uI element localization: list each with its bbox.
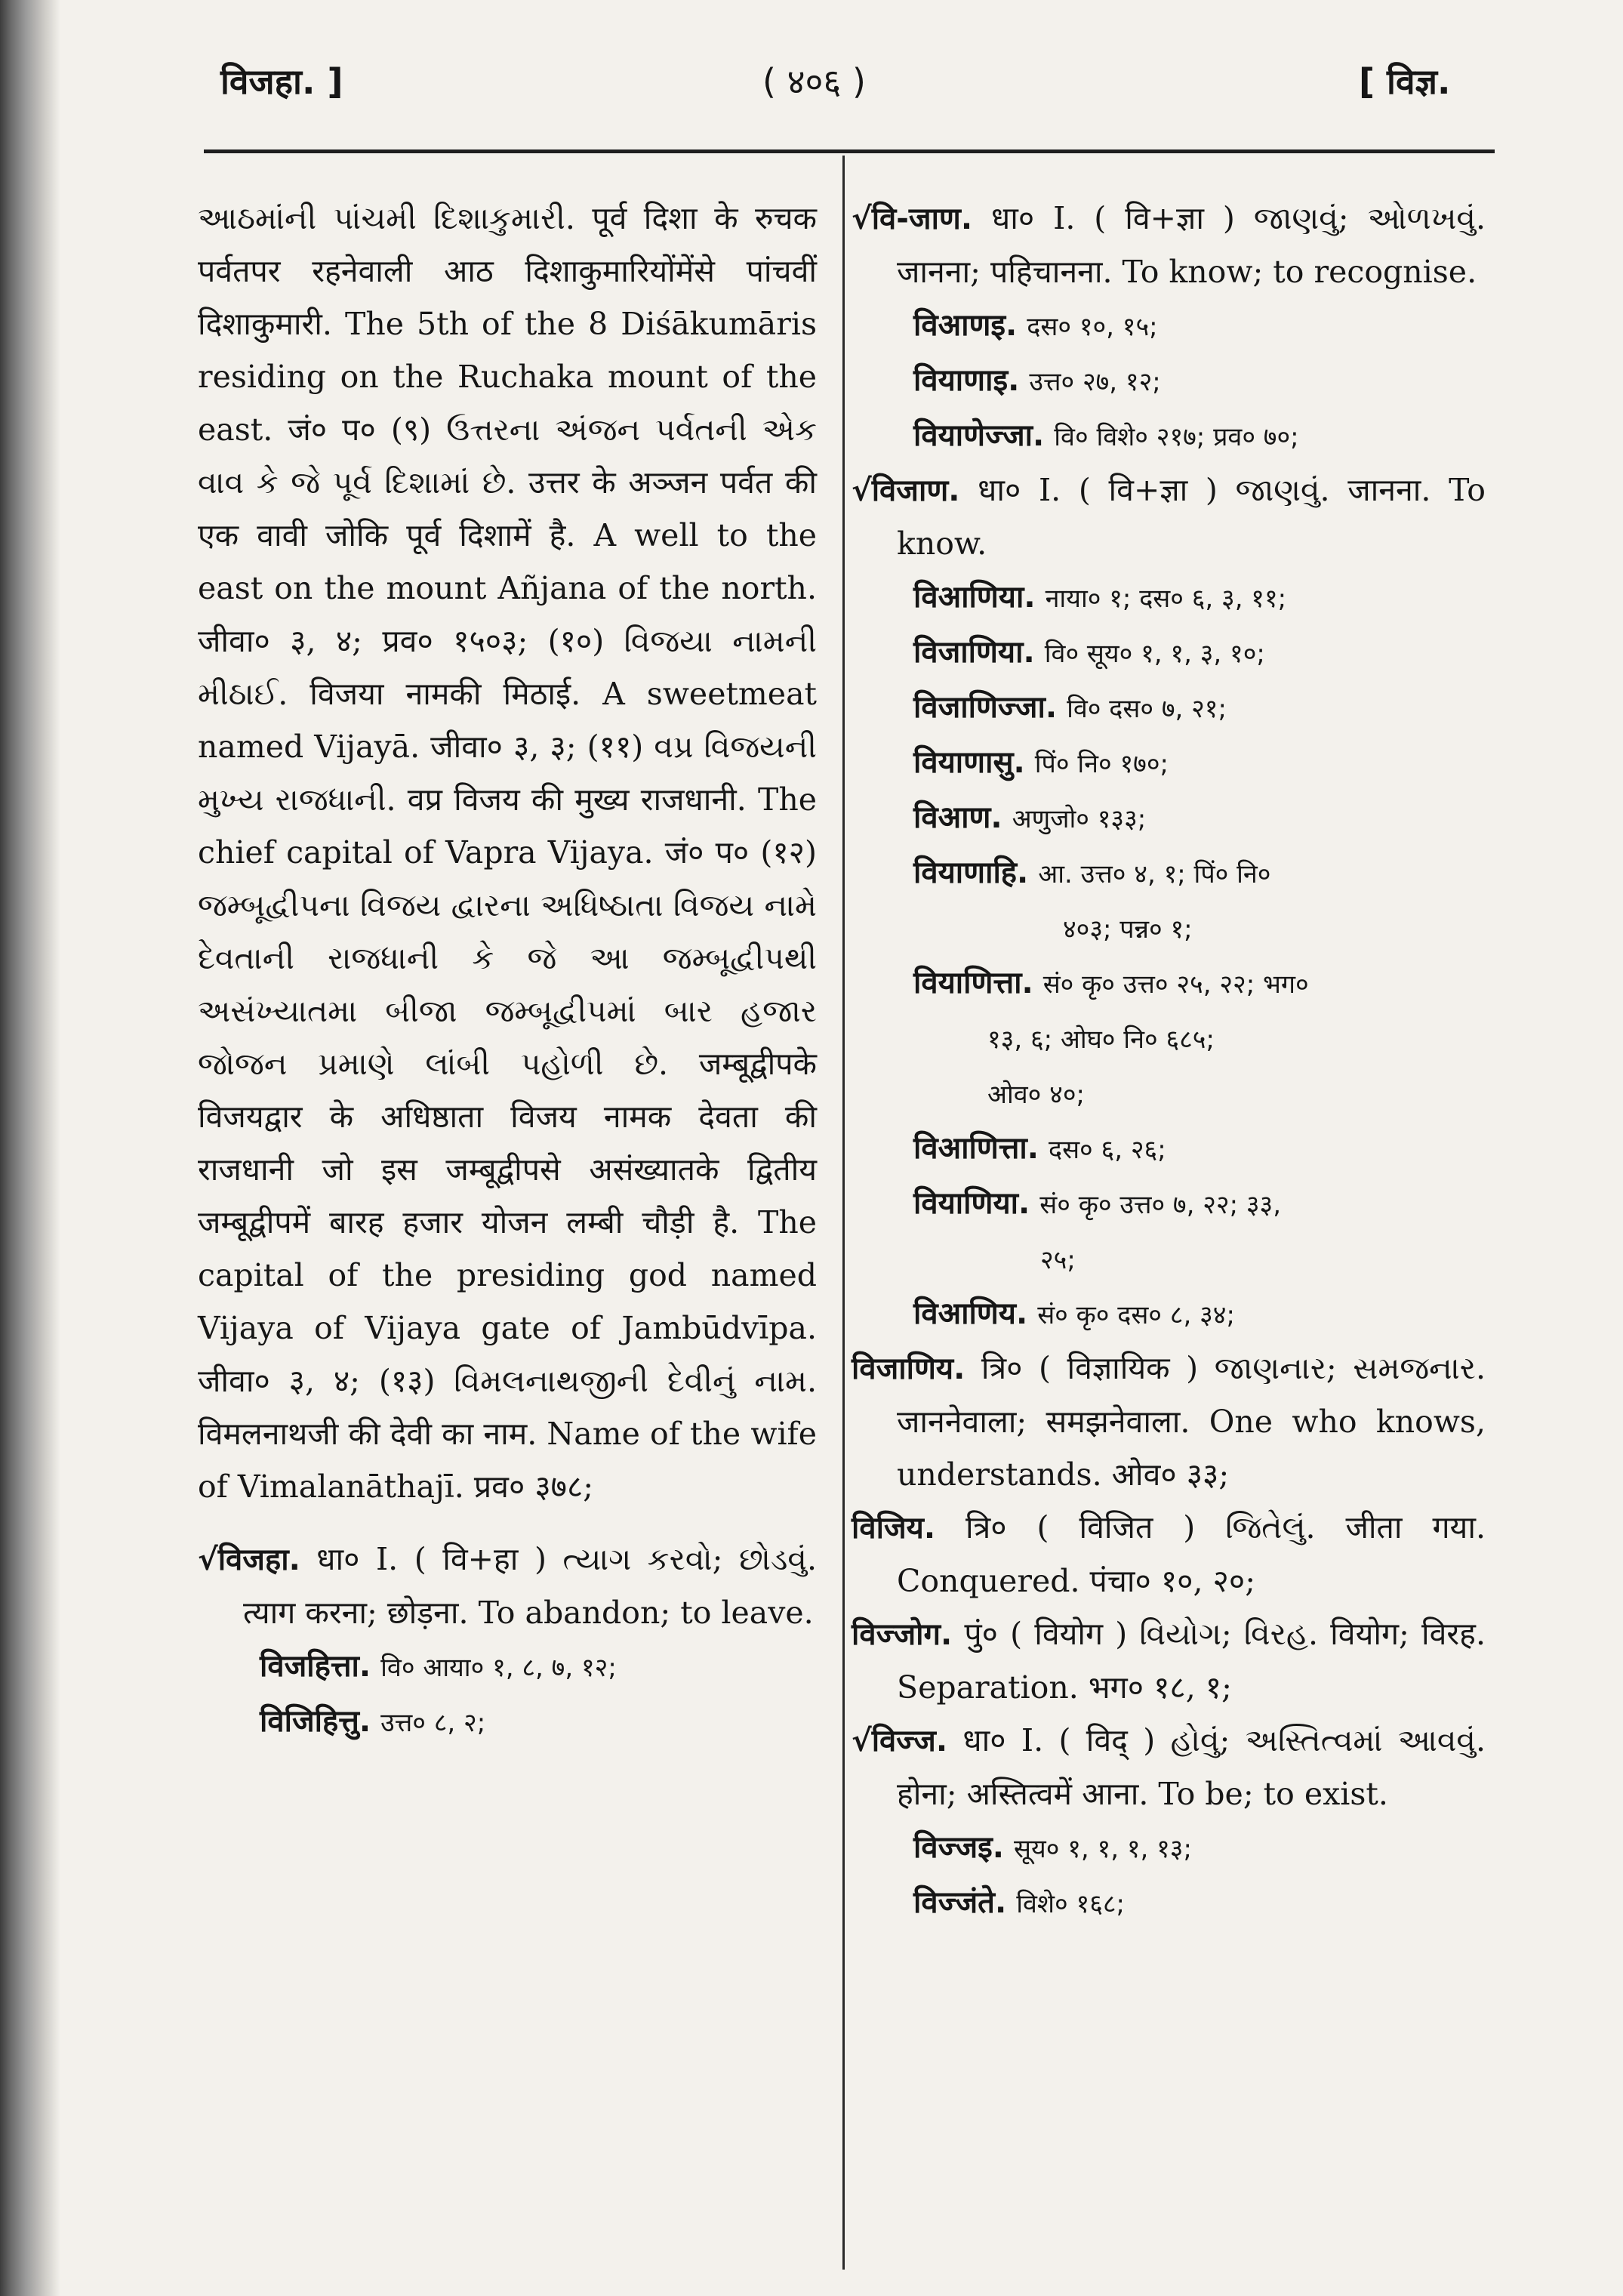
form-word: विजाणिया. bbox=[913, 635, 1035, 670]
form-word: विज्जइ. bbox=[913, 1830, 1004, 1865]
scan-binding-edge bbox=[0, 0, 60, 2296]
definition: त्रि० ( विजित ) જિતેલું. जीता गया. Conquered. पंचा० १०, २०; bbox=[897, 1509, 1486, 1599]
root-check-mark: √ bbox=[852, 202, 872, 236]
column-divider bbox=[842, 156, 845, 2270]
form-ref: नाया० १; दस० ६, ३, ११; bbox=[1045, 584, 1287, 614]
form-row bbox=[852, 353, 1486, 408]
form-ref: उत्त० ८, २; bbox=[380, 1708, 486, 1738]
form-ref-continued: २५; bbox=[1040, 1245, 1076, 1275]
left-column bbox=[198, 192, 817, 1749]
entry-vi-jana bbox=[852, 192, 1486, 298]
header-rule bbox=[204, 149, 1495, 153]
form-row bbox=[852, 1176, 1486, 1231]
entry-vijaha bbox=[198, 1533, 817, 1639]
form-ref: अणुजो० १३३; bbox=[1012, 804, 1147, 834]
form-ref: आ. उत्त० ४, १; पिं० नि० bbox=[1038, 859, 1271, 889]
continued-entry: આઠમાંની પાંચમી દિશાકુમારી. पूर्व दिशा के रुचक पर्वतपर रहनेवाली आठ दिशाकुमारियोंमेंसे पांचवीं दिशाकुमारी. The 5th of the 8 Diśākumāris residing on the Ruchaka mount of the east. जं० प० (९) ઉત્તરના અંજન પર્વતની એક વાવ કે જે પૂર્વ દિશામાં છે. उत्तर के अञ्जन पर्वत की एक वावी जोकि पूर्व दिशामें है. A well to the east on the mount Añjana of the north. जीवा० ३, ४; प्रव० १५०३; (१०) વિજયા નામની મીઠાઈ. विजया नामकी मिठाई. A sweetmeat named Vijayā. जीवा० ३, ३; (११) વપ્ર વિજયની મુખ્ય રાજધાની. वप्र विजय की मुख्य राजधानी. The chief capital of Vapra Vijaya. जं० प० (१२) જમ્બૂદ્વીપના વિજય દ્વારના અધિષ્ઠાતા વિજય નામે દેવતાની રાજધાની કે જે આ જમ્બૂદ્વીપથી અસંખ્યાતમા બીજા જમ્બૂદ્વીપમાં બાર હજાર જોજન પ્રમાણે લાંબી પહોળી છે. जम्बूद्वीपके विजयद्वार के अधिष्ठाता विजय नामक देवता की राजधानी जो इस जम्बूद्वीपसे असंख्यातके द्वितीय जम्बूद्वीपमें बारह हजार योजन लम्बी चौड़ी है. The capital of the presiding god named Vijaya of Vijaya gate of Jambūdvīpa. जीवा० ३, ४; (१३) વિમલનાથજીની દેવીનું નામ. विमलनाथजी की देवी का नाम. Name of the wife of Vimalanāthajī. प्रव० ३७८; bbox=[198, 200, 817, 1505]
form-row bbox=[852, 298, 1486, 353]
form-ref-continued: ४०३; पन्न० १; bbox=[1063, 914, 1193, 945]
form-word: विआणित्ता. bbox=[913, 1131, 1039, 1166]
form-word: वियाणिया. bbox=[913, 1186, 1030, 1221]
form-word: विआणिय. bbox=[913, 1296, 1028, 1331]
form-row bbox=[852, 408, 1486, 464]
form-row bbox=[852, 625, 1486, 680]
form-ref: वि० विशे० २१७; प्रव० ७०; bbox=[1054, 422, 1299, 452]
form-ref: सं० कृ० उत्त० २५, २२; भग० bbox=[1042, 969, 1309, 1000]
form-ref: विशे० १६८; bbox=[1016, 1889, 1126, 1919]
form-row bbox=[852, 735, 1486, 791]
form-row bbox=[852, 680, 1486, 735]
entry-vijjoga bbox=[852, 1607, 1486, 1714]
form-row bbox=[852, 791, 1486, 846]
form-row bbox=[852, 1121, 1486, 1176]
form-ref-continued: ओव० ४०; bbox=[987, 1080, 1085, 1110]
definition: पुं० ( वियोग ) વિયોગ; વિરહ. वियोग; विरह. Separation. भग० १८, १; bbox=[897, 1616, 1486, 1706]
root-check-mark: √ bbox=[852, 1724, 872, 1758]
form-ref: उत्त० २७, १२; bbox=[1029, 367, 1161, 397]
form-word: वियाणासु. bbox=[913, 745, 1025, 780]
headword: विजाणिय. bbox=[852, 1351, 965, 1386]
form-row bbox=[852, 1287, 1486, 1342]
entry-vijana bbox=[852, 464, 1486, 570]
form-row bbox=[198, 1639, 817, 1694]
form-row bbox=[852, 570, 1486, 625]
form-ref: वि० दस० ७, २१; bbox=[1067, 694, 1227, 724]
form-ref: वि० सूय० १, १, ३, १०; bbox=[1044, 639, 1265, 669]
running-head-right: [ विज्ञ. bbox=[1359, 61, 1451, 102]
definition: धा० I. ( वि+ज्ञा ) જાણવું. जानना. To know. bbox=[897, 472, 1486, 562]
form-ref-continued: १३, ६; ओघ० नि० ६८५; bbox=[987, 1025, 1215, 1055]
form-word: विज्जंते. bbox=[913, 1885, 1007, 1920]
headword: वि-जाण. bbox=[871, 202, 973, 236]
headword: विज्जोग. bbox=[852, 1617, 953, 1652]
headword: विजाण. bbox=[871, 473, 960, 508]
form-word: वियाणेज्जा. bbox=[913, 418, 1045, 453]
form-ref: दस० १०, १५; bbox=[1027, 312, 1158, 342]
form-row bbox=[852, 846, 1486, 901]
headword: विज्ज. bbox=[871, 1724, 948, 1758]
definition: त्रि० ( विज्ञायिक ) જાણનાર; સમજનાર. जाननेवाला; समझनेवाला. One who knows, understands. ओव० ३३; bbox=[897, 1350, 1486, 1493]
root-check-mark: √ bbox=[852, 473, 872, 508]
right-column bbox=[852, 192, 1486, 1931]
form-row bbox=[852, 1875, 1486, 1931]
entry-vijja bbox=[852, 1714, 1486, 1820]
form-word: विआणइ. bbox=[913, 308, 1018, 343]
entry-vinnaniya bbox=[852, 1342, 1486, 1501]
root-check-mark: √ bbox=[198, 1542, 218, 1577]
entry-vijiya bbox=[852, 1501, 1486, 1607]
form-word: विआण. bbox=[913, 800, 1002, 835]
form-ref: सं० कृ० दस० ८, ३४; bbox=[1037, 1300, 1235, 1330]
form-ref: सूय० १, १, १, १३; bbox=[1014, 1834, 1192, 1864]
form-row bbox=[852, 1820, 1486, 1875]
form-ref: पिं० नि० १७०; bbox=[1034, 749, 1169, 779]
page-number: ( ४०६ ) bbox=[762, 61, 866, 102]
form-row bbox=[198, 1694, 817, 1749]
form-word: विजाणिज्जा. bbox=[913, 690, 1058, 725]
running-head-left: विजहा. ] bbox=[220, 61, 343, 102]
form-word: वियाणाइ. bbox=[913, 363, 1020, 398]
form-word: वियाणित्ता. bbox=[913, 966, 1033, 1000]
headword: विजहा. bbox=[217, 1542, 300, 1577]
definition: धा० I. ( वि+ज्ञा ) જાણવું; ઓળખવું. जानना; पहिचानना. To know; to recognise. bbox=[897, 200, 1486, 290]
form-word: विआणिया. bbox=[913, 580, 1036, 615]
headword: विजिय. bbox=[852, 1511, 936, 1546]
definition: धा० I. ( विद् ) હોવું; અસ્તિત્વમાં આવવું. होना; अस्तित्वमें आना. To be; to exist. bbox=[897, 1722, 1486, 1812]
form-ref: सं० कृ० उत्त० ७, २२; ३३, bbox=[1039, 1190, 1282, 1220]
form-ref: वि० आया० १, ८, ७, १२; bbox=[380, 1653, 617, 1683]
definition: धा० I. ( वि+हा ) ત્યાગ કરવો; છોડવું. त्याग करना; छोड़ना. To abandon; to leave. bbox=[243, 1541, 817, 1631]
form-word: वियाणाहि. bbox=[913, 855, 1029, 890]
form-word: विजिहित्तु. bbox=[260, 1704, 371, 1739]
form-ref: दस० ६, २६; bbox=[1049, 1135, 1166, 1165]
form-word: विजहित्ता. bbox=[260, 1649, 371, 1684]
form-row bbox=[852, 956, 1486, 1011]
